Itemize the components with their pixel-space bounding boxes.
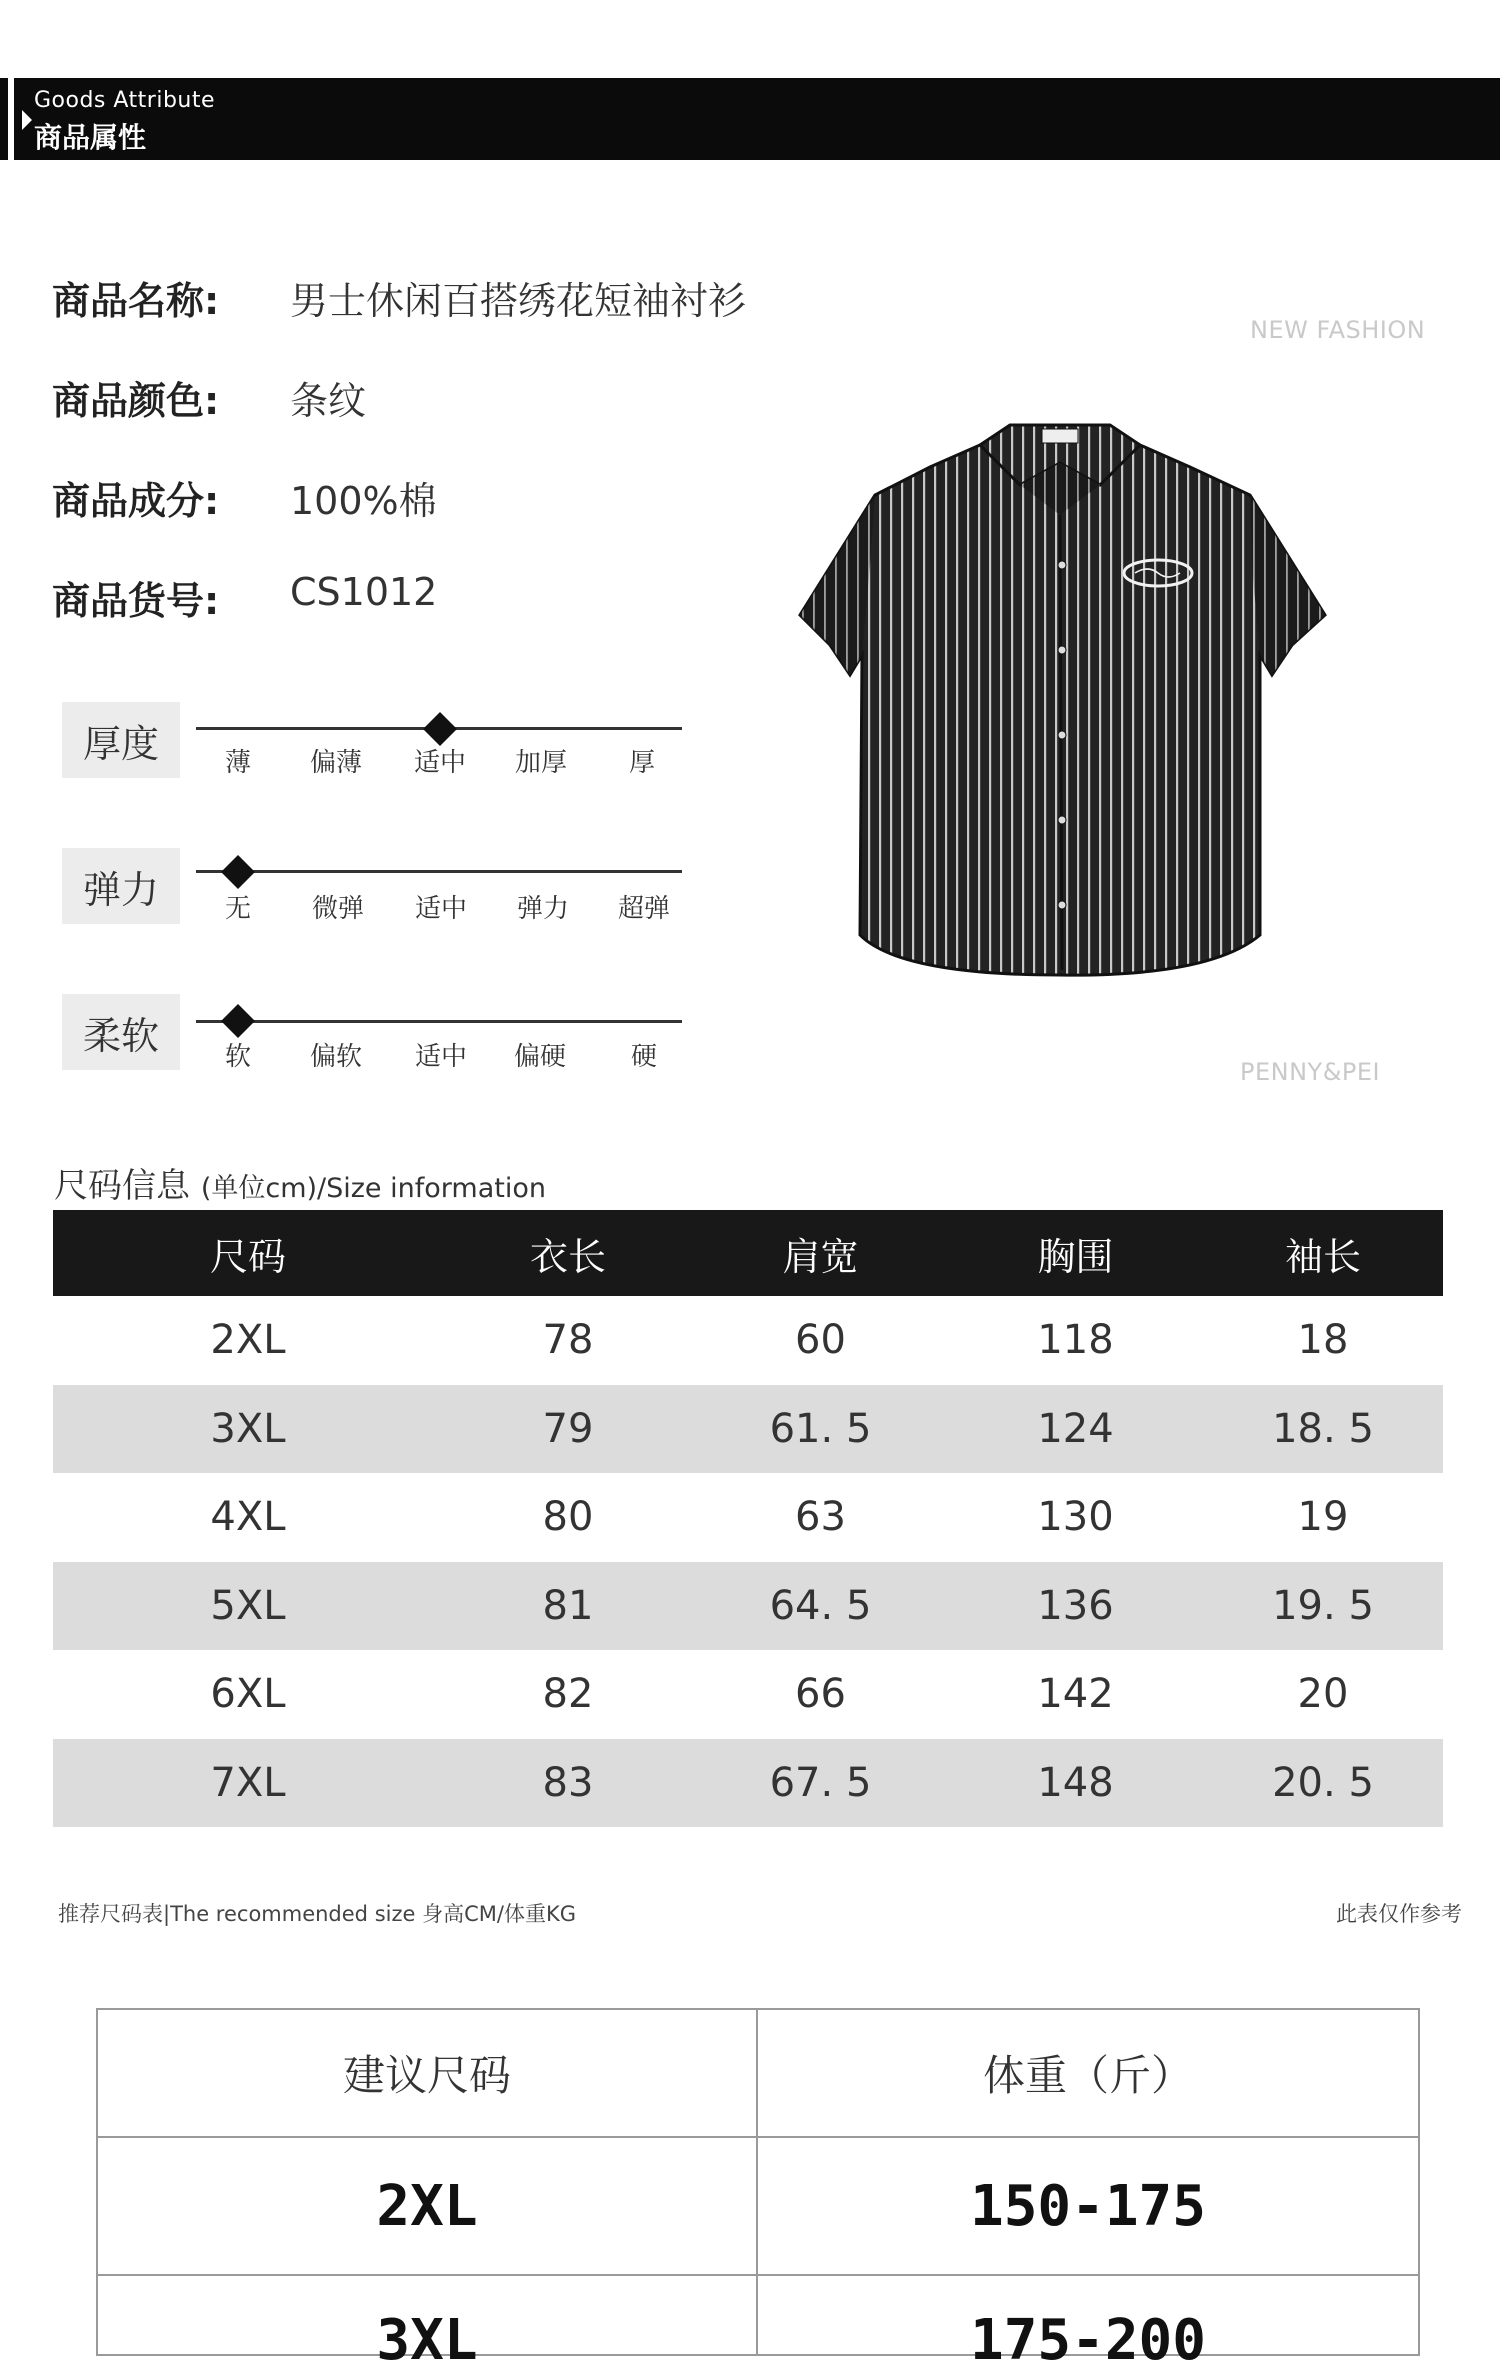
size-cell: 81 <box>542 1582 594 1629</box>
size-cell: 79 <box>542 1405 594 1452</box>
scale-softness-option: 偏软 <box>309 1042 362 1072</box>
table-row <box>53 1739 1443 1828</box>
scale-thickness-option: 适中 <box>413 748 466 778</box>
scale-thickness-option: 偏薄 <box>309 748 362 778</box>
scale-softness-marker <box>221 1004 255 1038</box>
size-cell: 19 <box>1297 1494 1349 1541</box>
size-table <box>53 1210 1443 1827</box>
scale-thickness-marker <box>423 712 457 746</box>
size-cell: 3XL <box>210 1405 286 1452</box>
size-cell: 18 <box>1297 1317 1349 1364</box>
size-cell: 130 <box>1037 1494 1114 1541</box>
size-cell: 83 <box>542 1759 594 1806</box>
attr-value-name: 男士休闲百搭绣花短袖衬衫 <box>290 279 747 323</box>
table-row <box>53 1650 1443 1739</box>
product-shirt-image <box>780 415 1340 985</box>
size-cell: 80 <box>542 1494 594 1541</box>
recommend-cell-weight: 150-175 <box>969 2173 1206 2239</box>
table-row <box>53 1562 1443 1651</box>
scale-elasticity-line <box>196 870 682 873</box>
size-header-chest: 胸围 <box>1037 1234 1114 1279</box>
size-cell: 118 <box>1037 1317 1114 1364</box>
recommend-header-weight: 体重（斤） <box>982 2051 1193 2100</box>
table-row <box>98 2138 1418 2276</box>
scale-elasticity-option: 无 <box>224 894 251 924</box>
size-cell: 6XL <box>210 1671 286 1718</box>
watermark-top: NEW FASHION <box>1250 316 1426 344</box>
recommend-disclaimer: 此表仅作参考 <box>1336 1902 1462 1926</box>
size-cell: 82 <box>542 1671 594 1718</box>
size-cell: 4XL <box>210 1494 286 1541</box>
scale-elasticity-option: 适中 <box>414 894 467 924</box>
recommend-header-size: 建议尺码 <box>98 2010 758 2136</box>
size-header-length: 衣长 <box>529 1234 606 1279</box>
header-title-cn: 商品属性 <box>34 121 147 154</box>
attr-label-sku: 商品货号: <box>52 579 220 623</box>
recommend-cell-weight: 175-200 <box>969 2308 1206 2373</box>
attr-value-color: 条纹 <box>290 379 367 423</box>
size-cell: 66 <box>795 1671 846 1718</box>
watermark-bottom: PENNY&PEI <box>1240 1058 1381 1086</box>
attr-label-name: 商品名称: <box>52 279 220 323</box>
attr-label-color: 商品颜色: <box>52 379 220 423</box>
scale-softness-option: 硬 <box>630 1042 657 1072</box>
size-cell: 2XL <box>210 1317 286 1364</box>
size-cell: 5XL <box>210 1582 286 1629</box>
size-table-header <box>53 1210 1443 1296</box>
header-accent-stripe <box>0 78 14 160</box>
size-cell: 61. 5 <box>769 1405 872 1452</box>
recommend-table <box>96 2008 1420 2373</box>
size-cell: 142 <box>1037 1671 1114 1718</box>
size-info-subtitle: (单位cm)/Size information <box>200 1173 546 1204</box>
size-info-title-cn: 尺码信息 <box>54 1166 190 1206</box>
header-bar <box>0 78 1500 160</box>
attr-value-sku: CS1012 <box>290 570 438 614</box>
size-cell: 19. 5 <box>1272 1582 1374 1629</box>
attr-label-material: 商品成分: <box>52 479 220 523</box>
size-cell: 148 <box>1037 1759 1114 1806</box>
scale-softness-label: 柔软 <box>62 994 180 1070</box>
size-cell: 136 <box>1037 1582 1114 1629</box>
header-title-en: Goods Attribute <box>34 88 216 113</box>
scale-thickness-option: 加厚 <box>514 748 567 778</box>
size-cell: 124 <box>1037 1405 1114 1452</box>
table-row <box>53 1473 1443 1562</box>
recommend-cell-size: 3XL <box>98 2276 758 2354</box>
size-cell: 7XL <box>210 1759 286 1806</box>
scale-softness-option: 软 <box>224 1042 251 1072</box>
scale-softness-option: 偏硬 <box>513 1042 566 1072</box>
table-row <box>98 2276 1418 2373</box>
size-cell: 64. 5 <box>769 1582 872 1629</box>
table-row <box>53 1296 1443 1385</box>
triangle-icon <box>22 110 32 130</box>
scale-elasticity-option: 弹力 <box>516 894 569 924</box>
scale-elasticity-option: 微弹 <box>311 894 364 924</box>
recommend-note: 推荐尺码表|The recommended size 身高CM/体重KG <box>58 1902 576 1926</box>
scale-elasticity-option: 超弹 <box>617 894 670 924</box>
scale-thickness-option: 厚 <box>628 748 655 778</box>
size-cell: 63 <box>795 1494 846 1541</box>
size-header-shoulder: 肩宽 <box>782 1234 859 1279</box>
size-cell: 20 <box>1297 1671 1349 1718</box>
size-header-size: 尺码 <box>209 1234 286 1279</box>
recommend-table-header <box>98 2010 1418 2138</box>
scale-elasticity-label: 弹力 <box>62 848 180 924</box>
recommend-cell-size: 2XL <box>98 2138 758 2274</box>
scale-softness-line <box>196 1020 682 1023</box>
attr-value-material: 100%棉 <box>290 479 437 523</box>
scale-thickness-option: 薄 <box>224 748 251 778</box>
size-cell: 20. 5 <box>1272 1759 1374 1806</box>
size-header-sleeve: 袖长 <box>1284 1234 1361 1279</box>
table-row <box>53 1385 1443 1474</box>
scale-thickness-label: 厚度 <box>62 702 180 778</box>
size-info-title <box>54 1158 546 1207</box>
scale-softness-option: 适中 <box>414 1042 467 1072</box>
size-cell: 18. 5 <box>1272 1405 1374 1452</box>
size-cell: 67. 5 <box>769 1759 872 1806</box>
size-cell: 78 <box>542 1317 594 1364</box>
scale-elasticity-marker <box>221 855 255 889</box>
size-cell: 60 <box>795 1317 846 1364</box>
